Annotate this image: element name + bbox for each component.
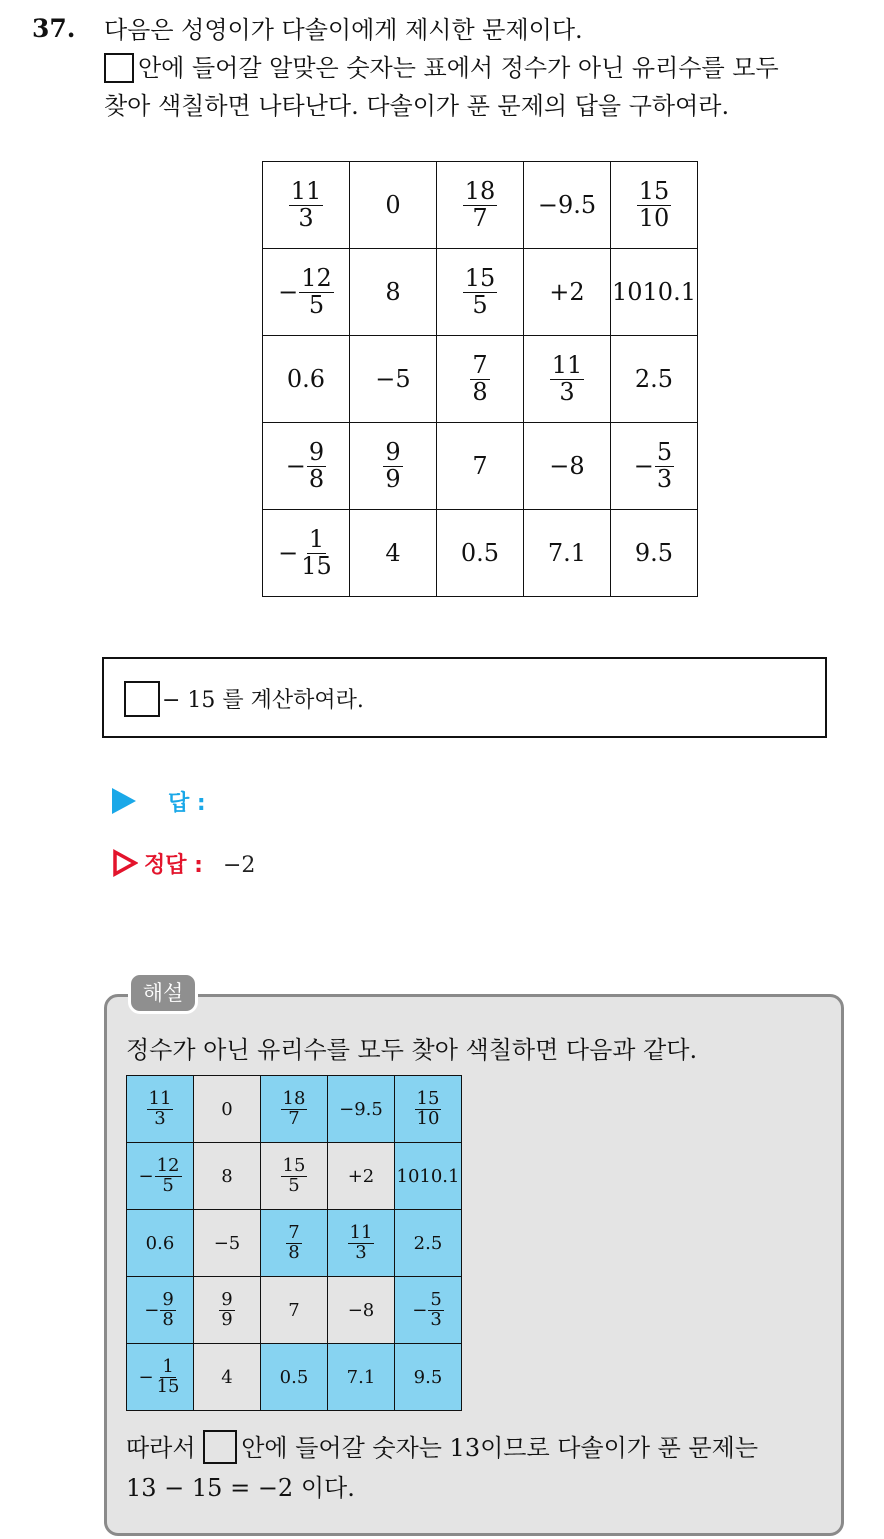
cell-value: 9.5 — [634, 539, 674, 567]
cell-value: 2.5 — [634, 365, 674, 393]
fraction — [463, 179, 498, 230]
fraction-sign: − — [412, 1299, 428, 1321]
grid-cell — [263, 510, 350, 597]
grid-cell — [263, 249, 350, 336]
grid-row — [127, 1210, 462, 1277]
grid-cell — [437, 336, 524, 423]
fraction — [147, 1087, 174, 1129]
grid-row — [263, 423, 698, 510]
fraction-denominator: 9 — [385, 464, 401, 493]
fraction-denominator: 3 — [298, 203, 314, 232]
fraction-sign: − — [278, 278, 299, 306]
grid-cell — [611, 423, 698, 510]
fraction-numerator: 11 — [290, 177, 322, 206]
grid-cell — [261, 1277, 328, 1344]
fraction-denominator: 5 — [162, 1174, 174, 1196]
cell-value: 7.1 — [346, 1366, 376, 1388]
blank-box — [124, 681, 160, 717]
grid-cell — [611, 162, 698, 249]
conclusion-prefix: 따라서 — [126, 1434, 196, 1462]
fraction-sign: − — [138, 1165, 154, 1187]
question-line-2 — [104, 50, 779, 86]
number-grid — [262, 161, 698, 597]
explanation-conclusion-2: 13 − 15 = −2 이다. — [126, 1474, 355, 1502]
grid-cell — [524, 423, 611, 510]
fraction — [155, 1355, 182, 1397]
fraction — [281, 1154, 308, 1196]
grid-cell — [524, 162, 611, 249]
grid-row — [263, 249, 698, 336]
fraction — [160, 1288, 175, 1330]
fraction — [470, 353, 489, 404]
grid-cell — [437, 249, 524, 336]
grid-cell — [194, 1344, 261, 1411]
fraction-numerator: 7 — [472, 351, 488, 380]
grid-cell — [194, 1076, 261, 1143]
fraction-denominator: 15 — [301, 551, 332, 580]
grid-cell — [127, 1277, 194, 1344]
fraction-denominator: 7 — [472, 203, 488, 232]
fraction-sign: − — [138, 1366, 154, 1388]
question-line-2-text: 안에 들어갈 알맞은 숫자는 표에서 정수가 아닌 유리수를 모두 — [138, 54, 779, 82]
cell-value: 7.1 — [547, 539, 587, 567]
fraction-sign: − — [633, 452, 654, 480]
fraction — [637, 179, 672, 230]
explanation-conclusion-1 — [126, 1428, 758, 1464]
grid-cell — [524, 249, 611, 336]
grid-cell — [194, 1277, 261, 1344]
cell-value: 1010.1 — [612, 278, 696, 306]
cell-value: 0.5 — [460, 539, 500, 567]
cell-value: 4 — [385, 539, 401, 567]
cell-value: −5 — [213, 1232, 241, 1254]
fraction-numerator: 18 — [282, 1087, 306, 1109]
fraction-numerator: 11 — [349, 1221, 373, 1243]
fraction — [428, 1288, 443, 1330]
fraction-numerator: 11 — [148, 1087, 172, 1109]
grid-cell — [127, 1076, 194, 1143]
fraction — [281, 1087, 308, 1129]
fraction — [155, 1154, 182, 1196]
grid-cell — [611, 336, 698, 423]
grid-cell — [437, 423, 524, 510]
fraction-numerator: 9 — [221, 1288, 233, 1310]
fraction-denominator: 7 — [288, 1107, 300, 1129]
grid-cell — [261, 1076, 328, 1143]
grid-cell — [611, 510, 698, 597]
fraction — [383, 440, 402, 491]
grid-cell — [350, 162, 437, 249]
fraction-numerator: 5 — [430, 1288, 442, 1310]
fraction-sign: − — [278, 539, 299, 567]
grid-row — [127, 1143, 462, 1210]
grid-cell — [350, 249, 437, 336]
cell-value: 8 — [385, 278, 401, 306]
cell-value: 0 — [385, 191, 401, 219]
cell-value: 7 — [288, 1299, 300, 1321]
fraction-sign: − — [144, 1299, 160, 1321]
fraction-numerator: 18 — [464, 177, 496, 206]
fraction — [655, 440, 674, 491]
explanation-intro: 정수가 아닌 유리수를 모두 찾아 색칠하면 다음과 같다. — [126, 1036, 698, 1064]
grid-cell — [328, 1076, 395, 1143]
condition-text — [124, 681, 364, 717]
grid-cell — [395, 1143, 462, 1210]
fraction — [286, 1221, 301, 1263]
cell-value: −9.5 — [339, 1098, 383, 1120]
grid-cell — [328, 1277, 395, 1344]
fraction-denominator: 5 — [472, 290, 488, 319]
grid-cell — [524, 336, 611, 423]
fraction-sign: − — [285, 452, 306, 480]
answer-label: 답 : — [168, 791, 206, 816]
question-number: 37. — [32, 14, 76, 43]
fraction-numerator: 7 — [288, 1221, 300, 1243]
cell-value: 9.5 — [413, 1366, 443, 1388]
grid-cell — [261, 1210, 328, 1277]
fraction-denominator: 8 — [472, 377, 488, 406]
fraction-numerator: 12 — [301, 264, 332, 293]
cell-value: −8 — [549, 452, 585, 480]
fraction — [550, 353, 585, 404]
shaded-grid — [126, 1075, 462, 1411]
cell-value: 0 — [221, 1098, 233, 1120]
fraction-denominator: 3 — [355, 1241, 367, 1263]
cell-value: −5 — [375, 365, 411, 393]
fraction — [463, 266, 498, 317]
play-filled-icon — [112, 788, 136, 814]
grid-row — [127, 1344, 462, 1411]
fraction-denominator: 3 — [430, 1308, 442, 1330]
solution-value: −2 — [222, 853, 256, 878]
grid-cell — [350, 510, 437, 597]
fraction-numerator: 9 — [308, 438, 325, 467]
fraction-denominator: 5 — [308, 290, 325, 319]
grid-cell — [263, 336, 350, 423]
fraction-numerator: 1 — [162, 1355, 174, 1377]
explanation-tag: 해설 — [128, 972, 198, 1014]
fraction-numerator: 15 — [282, 1154, 306, 1176]
grid-cell — [127, 1344, 194, 1411]
grid-cell — [127, 1143, 194, 1210]
fraction-denominator: 9 — [221, 1308, 233, 1330]
fraction-denominator: 10 — [416, 1107, 440, 1129]
grid-cell — [395, 1277, 462, 1344]
grid-cell — [263, 162, 350, 249]
fraction-numerator: 5 — [656, 438, 673, 467]
fraction-numerator: 15 — [638, 177, 670, 206]
fraction — [299, 527, 334, 578]
grid-cell — [611, 249, 698, 336]
grid-cell — [395, 1210, 462, 1277]
grid-cell — [328, 1344, 395, 1411]
cell-value: +2 — [347, 1165, 375, 1187]
fraction-denominator: 3 — [656, 464, 673, 493]
fraction — [307, 440, 326, 491]
fraction — [299, 266, 334, 317]
cell-value: +2 — [549, 278, 585, 306]
grid-cell — [194, 1143, 261, 1210]
blank-box — [203, 1430, 237, 1464]
fraction-numerator: 11 — [551, 351, 583, 380]
grid-row — [127, 1076, 462, 1143]
cell-value: 0.6 — [145, 1232, 175, 1254]
fraction-denominator: 3 — [559, 377, 575, 406]
fraction — [348, 1221, 375, 1263]
fraction-denominator: 10 — [638, 203, 670, 232]
fraction-denominator: 5 — [288, 1174, 300, 1196]
grid-row — [263, 510, 698, 597]
cell-value: 8 — [221, 1165, 233, 1187]
answer-row — [112, 786, 206, 817]
blank-box — [104, 53, 134, 83]
cell-value: −9.5 — [537, 191, 597, 219]
fraction-denominator: 15 — [156, 1375, 180, 1397]
grid-cell — [524, 510, 611, 597]
fraction-numerator: 1 — [308, 525, 325, 554]
fraction-numerator: 9 — [162, 1288, 174, 1310]
grid-cell — [261, 1143, 328, 1210]
fraction-denominator: 3 — [154, 1107, 166, 1129]
cell-value: 0.5 — [279, 1366, 309, 1388]
grid-cell — [194, 1210, 261, 1277]
grid-cell — [350, 423, 437, 510]
grid-cell — [328, 1210, 395, 1277]
grid-cell — [328, 1143, 395, 1210]
fraction-numerator: 9 — [385, 438, 401, 467]
condition-expression: − 15 를 계산하여라. — [162, 688, 364, 713]
fraction-numerator: 15 — [416, 1087, 440, 1109]
play-outline-icon — [112, 849, 138, 877]
fraction — [219, 1288, 234, 1330]
grid-cell — [437, 162, 524, 249]
cell-value: 7 — [472, 452, 488, 480]
condition-box — [102, 657, 827, 738]
fraction-denominator: 8 — [162, 1308, 174, 1330]
grid-row — [263, 162, 698, 249]
solution-label: 정답 : — [144, 853, 203, 878]
grid-cell — [261, 1344, 328, 1411]
grid-cell — [127, 1210, 194, 1277]
fraction-denominator: 8 — [308, 464, 325, 493]
grid-cell — [437, 510, 524, 597]
cell-value: 4 — [221, 1366, 233, 1388]
question-line-3: 찾아 색칠하면 나타난다. 다솔이가 푼 문제의 답을 구하여라. — [104, 92, 730, 120]
fraction-numerator: 12 — [156, 1154, 180, 1176]
fraction-denominator: 8 — [288, 1241, 300, 1263]
fraction-numerator: 15 — [464, 264, 496, 293]
conclusion-suffix: 안에 들어갈 숫자는 13이므로 다솔이가 푼 문제는 — [241, 1434, 759, 1462]
cell-value: 0.6 — [286, 365, 326, 393]
grid-cell — [350, 336, 437, 423]
solution-row — [112, 848, 255, 879]
grid-row — [263, 336, 698, 423]
grid-cell — [395, 1076, 462, 1143]
question-line-1: 다음은 성영이가 다솔이에게 제시한 문제이다. — [104, 16, 583, 44]
fraction — [415, 1087, 442, 1129]
cell-value: 2.5 — [413, 1232, 443, 1254]
cell-value: 1010.1 — [396, 1165, 460, 1187]
grid-cell — [263, 423, 350, 510]
fraction — [289, 179, 324, 230]
grid-cell — [395, 1344, 462, 1411]
grid-row — [127, 1277, 462, 1344]
cell-value: −8 — [347, 1299, 375, 1321]
